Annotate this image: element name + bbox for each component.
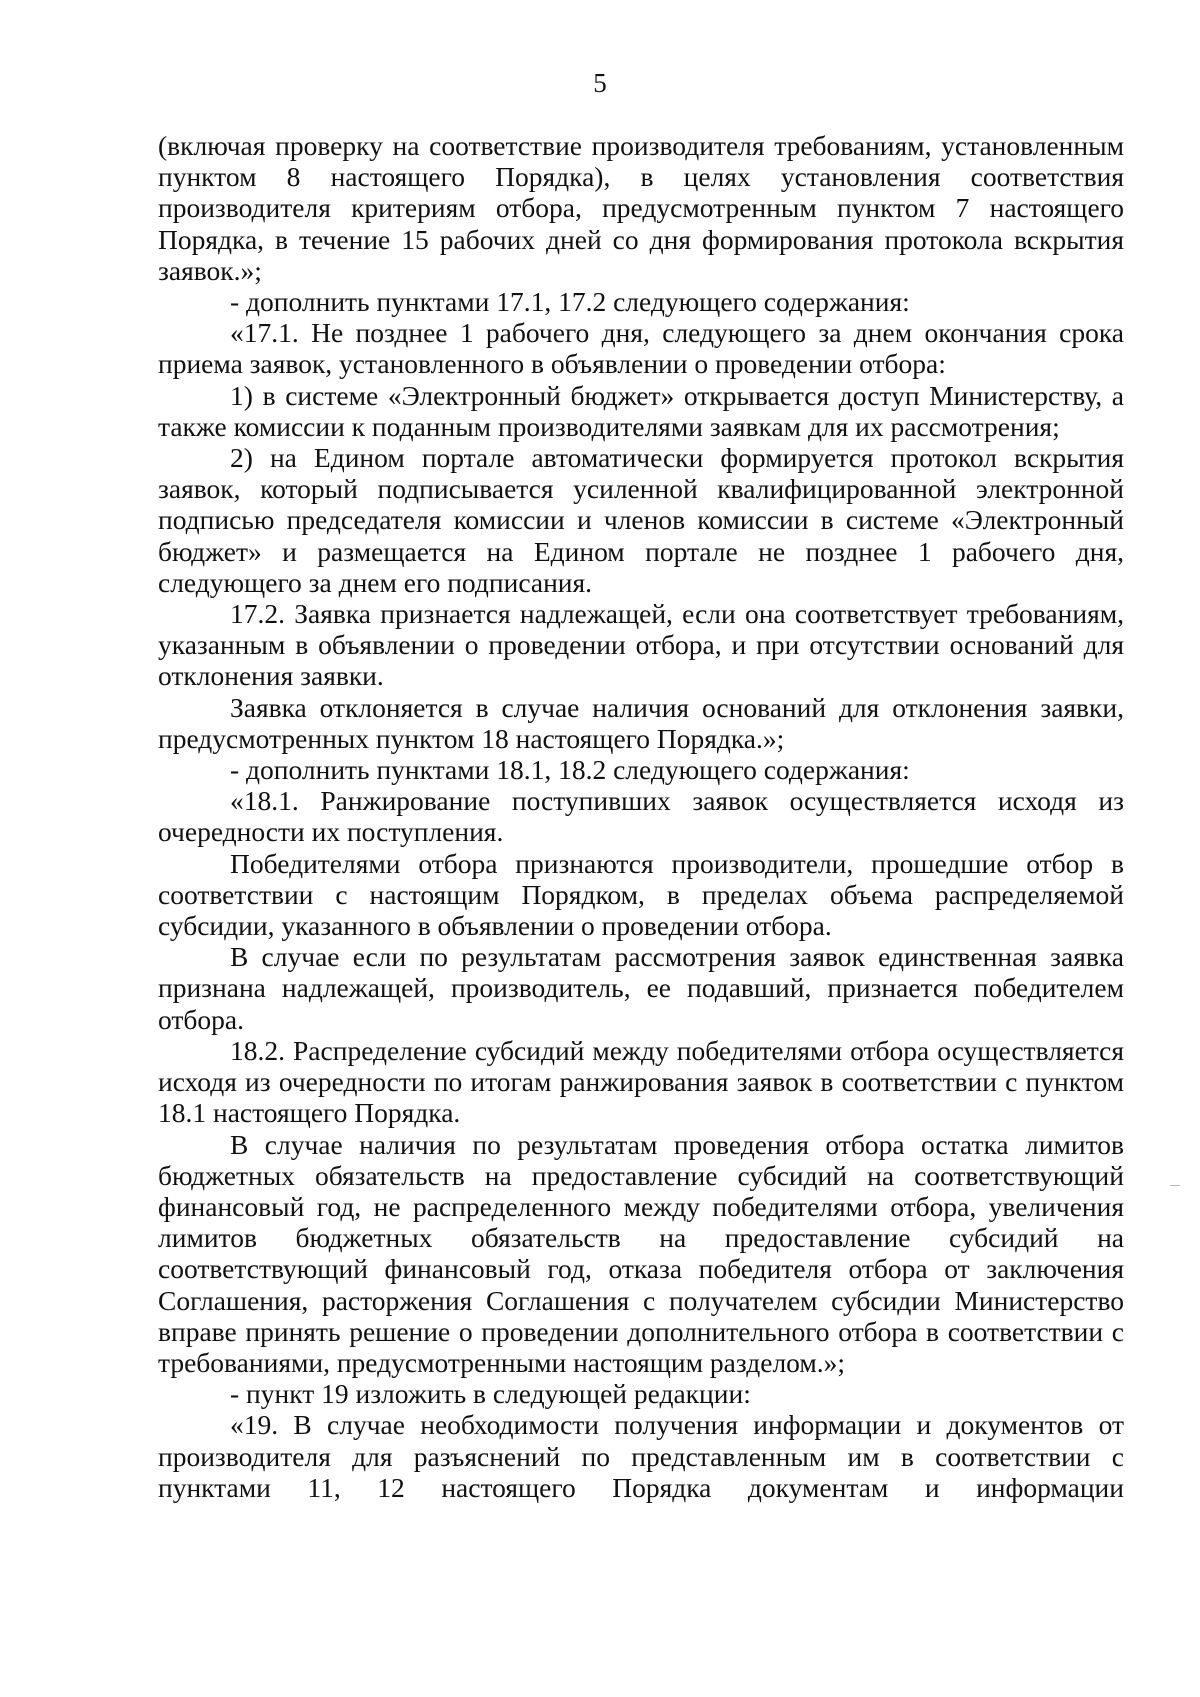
paragraph-17-1-item-2: 2) на Едином портале автоматически формируется протокол вскрытия заявок, который подписывается усиленной квалифицированной электронной подписью председателя комиссии и членов комиссии в системе «Электронный бюджет» и размещается на Едином портале не позднее 1 рабочего дня, следующего за днем его подписания. (158, 442, 1124, 598)
paragraph-17-1-item-1: 1) в системе «Электронный бюджет» открывается доступ Министерству, а также комиссии к поданным производителями заявкам для их рассмотрения; (158, 379, 1124, 442)
paragraph-17-1: «17.1. Не позднее 1 рабочего дня, следующего за днем окончания срока приема заявок, установленного в объявлении о проведении отбора: (158, 317, 1124, 380)
scan-mark (1170, 1185, 1180, 1186)
paragraph-additional-selection: В случае наличия по результатам проведения отбора остатка лимитов бюджетных обязательств на предоставление субсидий на соответствующий финансовый год, не распределенного между победителями отбора, увеличения лимитов бюджетных обязательств на предоставление субсидий на соответствующий финансовый год, отказа победителя отбора от заключения Соглашения, расторжения Соглашения с получателем субсидии Министерство вправе принять решение о проведении дополнительного отбора в соответствии с требованиями, предусмотренными настоящим разделом.»; (158, 1128, 1124, 1378)
paragraph-continuation: (включая проверку на соответствие производителя требованиям, установленным пунктом 8 настоящего Порядка), в целях установления соответствия производителя критериям отбора, предусмотренным пунктом 7 настоящего Порядка, в течение 15 рабочих дней со дня формирования протокола вскрытия заявок.»; (158, 130, 1124, 286)
paragraph-single-application: В случае если по результатам рассмотрения заявок единственная заявка признана надлежащей, производитель, ее подавший, признается победителем отбора. (158, 941, 1124, 1035)
paragraph-18-2: 18.2. Распределение субсидий между победителями отбора осуществляется исходя из очередности по итогам ранжирования заявок в соответствии с пунктом 18.1 настоящего Порядка. (158, 1034, 1124, 1129)
paragraph-19: «19. В случае необходимости получения информации и документов от производителя для разъяснений по представленным им в соответствии с пунктами 11, 12 настоящего Порядка документам и информации (158, 1409, 1124, 1503)
paragraph-17-2: 17.2. Заявка признается надлежащей, если она соответствует требованиям, указанным в объявлении о проведении отбора, и при отсутствии оснований для отклонения заявки. (158, 598, 1124, 692)
paragraph-amendment-19: - пункт 19 изложить в следующей редакции: (230, 1378, 751, 1410)
document-body (158, 130, 1124, 1503)
paragraph-amendment-18: - дополнить пунктами 18.1, 18.2 следующего содержания: (230, 754, 910, 786)
page-number: 5 (593, 68, 607, 98)
paragraph-18-1: «18.1. Ранжирование поступивших заявок осуществляется исходя из очередности их поступления. (158, 785, 1124, 848)
paragraph-rejection: Заявка отклоняется в случае наличия оснований для отклонения заявки, предусмотренных пунктом 18 настоящего Порядка.»; (158, 691, 1124, 754)
paragraph-amendment-17: - дополнить пунктами 17.1, 17.2 следующего содержания: (230, 286, 910, 318)
paragraph-winners: Победителями отбора признаются производители, прошедшие отбор в соответствии с настоящим Порядком, в пределах объема распределяемой субсидии, указанного в объявлении о проведении отбора. (158, 847, 1124, 942)
